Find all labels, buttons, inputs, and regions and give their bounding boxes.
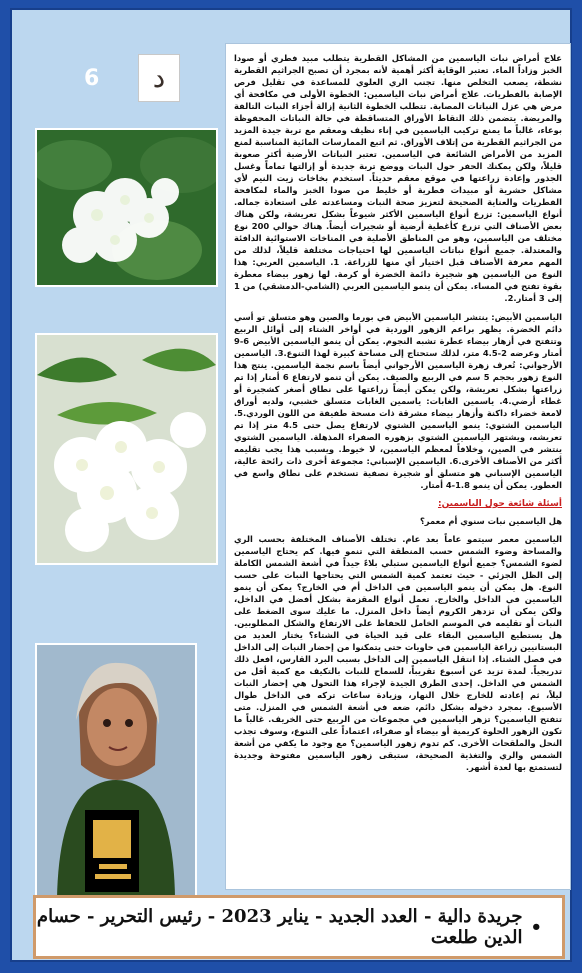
paragraph-faq-answers: الياسمين معمر سيتمو عاماً بعد عام. تختلف الأصناف المختلفة بحسب الري والمساحة وضوء الشمس حسب المنطقة التي تنمو فيها. كم يحتاج الياسمين لضوء الشمس؟ جميع أنواع الياسمين ستبلي بلاءً جيداً في أشعة الشمس الكاملة إلى الظل الجزئي - حيث تعتمد كمية الشمس التي يحتاجها النبات على حسب النوع. هل يمكن أن ينمو الياسمين في الداخل أم في الخارج؟ يمكن أن ينمو الياسمين في الداخل والخارج. تعمل أنواع المقزمة بشكل أفضل في الداخل، ولكن يمكن أن تزدهر الكروم أيضاً داخل المنزل. ما عليك سوى الضغط على النبات أو تقليمه في الموسم الخامل للحفاظ على الارتفاع والشكل المطلوبين. هل يستطيع الياسمين البقاء على قيد الحياة في الشتاء؟ يختار العديد من البستانيين زراعة الياسمين في حاويات حتى يتمكنوا من إحضار النبات إلى الداخل في فصل الشتاء. إذا انتقل الياسمين إلى الداخل بسبب البرد القارس، افعل ذلك تدريجياً. لمدة تزيد عن أسبوع تقريباً، للسماح للنبات بالتكيف مع كمية أقل من الشمس في الداخل. إحدى الطرق الجيدة لإجراء هذا التحول هي إحضار النبات ليلاً، ثم إعادته للخارج خلال النهار، وزيادة ساعات تركه في الداخل طوال الأسبوع. بمجرد دخوله بشكل دائم، ضعه في أشعة الشمس في المنزل. متى تتفتح الياسمين؟ تزهر الياسمين في مجموعات من الربيع حتى الخريف. غالباً ما تكون الزهور الحلوة كريمية أو بيضاء أو صفراء، اعتماداً على التنوع، وسوف تجذب النحل والملقحات الأخرى. كم تدوم زهور الياسمين؟ مع وجود ما يكفي من أشعة الشمس والري والتغذية الصحيحة، ستبقى زهور الياسمين مفتوحة وجديدة لتستمتع بها لعدة أشهر.: [234, 534, 562, 772]
jasmine-flower-image-top: [37, 130, 216, 285]
article-body: [234, 52, 562, 780]
footer-text: جريدة دالية - العدد الجديد - يناير 2023 - رئيس التحرير - حسام الدين طلعت: [36, 906, 523, 948]
jasmine-photo-top: [35, 128, 218, 287]
faq-question: هل الياسمين نبات سنوي أم معمر؟: [419, 516, 562, 526]
page-number: 6: [84, 66, 100, 91]
faq-heading: أسئلة شائعة حول الياسمين:: [437, 499, 562, 509]
jasmine-flower-image-middle: [37, 335, 216, 563]
woman-portrait-image: [37, 645, 195, 920]
paragraph-varieties: الياسمين الأبيض: ينتشر الياسمين الأبيض في بورما والصين وهو متسلق تو أسي دائم الخضرة. يظهر براعم الزهور الوردية في أواخر الشتاء إلى أوائل الربيع وتتفتح في أزهار بيضاء عطرة تشبه النجوم. يمكن أن ينمو الياسمين الأبيض 6-9 أمتار وعرضه 2-4.5 متر، لذلك ستحتاج إلى مساحة كبيرة لهذا التنوع.3. الياسمين الأرجواني: تُعرف زهرة الياسمين الأرجواني أيضاً باسم نجمة الياسمين. ينتج هذا النوع زهور بحجم 5 سم في الربيع والصيف. يمكن أن تنمو لارتفاع 6 أمتار إذا تم زراعتها بشكل تعريشة، ولكن يمكن أيضاً زراعتها على نطاق أصغر كشجيرة أو غطاء أرضي.4. ياسمين الغابات: ياسمين الغابات متسلق خشبي، ولديه أوراق لامعة خضراء داكنة وأزهار بيضاء مشرقة ذات مسحة طفيفة من اللون الوردي.5. الياسمين الشتوي: ينمو الياسمين الشتوي لارتفاع يصل حتى 4.5 متر إذا تم تعريشه، ويشتهر الياسمين الشتوي بزهوره الصفراء المذهلة. الياسمين الشتوي ينتشر في الصين، وخلافاً لمعظم الياسمين، لا خيوط. ويسبب هذا يجب تقليمه أكثر من الأصناف الأخرى.6. الياسمين الإسباني: مجموعة أخرى ذات رائحة عالية، الياسمين الإسباني هو متسلق أو شجيرة نصفية تستخدم على نطاق واسع في العطور. يمكن أن ينمو 1.8-4 أمتار.: [234, 312, 563, 490]
publication-logo: [138, 54, 180, 102]
jasmine-photo-middle: [35, 333, 218, 565]
paragraph-diseases-and-types: علاج أمراض نبات الياسمين من المشاكل القطرية يتطلب مبيد فطري أو صودا الخبز وزاداً الماء. تعتبر الوقاية أكثر أهمية لأنه بمجرد أن تصبح الجراثيم القطرية نشطة، يصعب التخلص منها. تجنب الري العلوي للمساعدة في تقليل فرص الإصابة بالفطريات. علاج أمراض نبات الياسمين: الخطوة الأولى في مكافحة أي مرض هي عزل النباتات المصابة. تتطلب الخطوة الثانية إزالة أجزاء النبات التالفة والمريضة. يتضمن ذلك التقاط الأوراق المتساقطة في حالة النباتات المحفوظة بوعاء، غالباً ما يمنع تركيب الياسمين في إناء نظيف ومعقم مع تربة جيدة المزيد من الجراثيم القطرية من إتلاف الأوراق. ثم اتبع الممارسات المائية المناسبة لمنع المزيد من الأمراض الشائعة في الياسمين. تعتبر النباتات الأرضية أكثر صعوبة قليلاً، ولكن يمكنك الحفر حول النبات ووضع تربة جديدة أو إزالتها تماماً وغسل الجذور وإعادة زراعتها في موقع معقم حديثاً. استخدم بخاخات زيت النيم لأي مشاكل حشرية أو مبيدات فطرية أو خليط من صودا الخبز والماء لمكافحة الفطريات والعناية الصحيحة لتعزيز صحة النبات ومساعدته على استعادة جماله. أنواع الياسمين: تزرع أنواع الياسمين الأكثر شيوعاً بشكل تعريشة، ولكن هناك بعض الأصناف التي تزرع كأغطية أرضية أو شجيرات أيضاً. هناك حوالي 200 نوع مختلف من الياسمين، وهو من المناطق الأصلية في المناخات الاستوائية الدافئة والمعتدلة. جميع أنواع نباتات الياسمين لها احتياجات مختلفة قليلاً، لذلك من المهم معرفة الأصناف قبل اختيار أي منها للزراعة. 1. الياسمين العربي: هذا النوع من الياسمين هو شجيرة دائمة الخضرة أو كرمة. لها زهور بيضاء معطرة بقوة تفتح في المساء. يمكن أن ينمو الياسمين العربي (الشامي-الدمشقي) من 1 إلى 3 أمتار.2.: [234, 53, 562, 303]
author-photo: [35, 643, 197, 922]
article-text-panel: [225, 43, 571, 890]
footer-bullet: •: [530, 916, 542, 938]
magazine-page: [10, 8, 572, 962]
logo-mark: د: [152, 61, 166, 94]
publication-footer: [33, 895, 565, 959]
